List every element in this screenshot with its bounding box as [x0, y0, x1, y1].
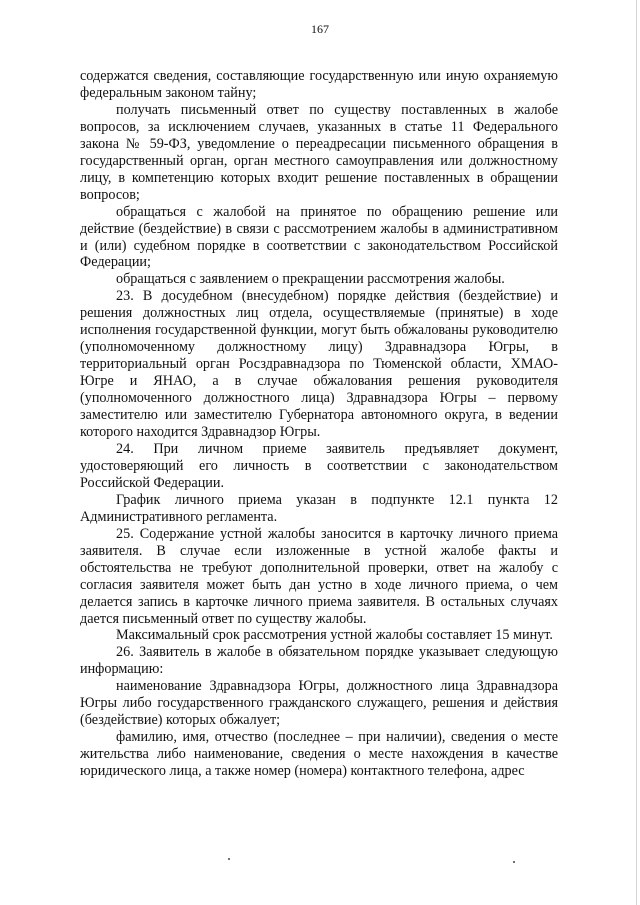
paragraph: 23. В досудебном (внесудебном) порядке действия (бездействие) и решения должностных лиц отдела, осуществляемые (принятые) в ходе исполнения государственной функции, могут быть обжалованы руководителю (уполномоченному должностному лицу) Здравнадзора Югры, в территориальный орган Росздравнадзора по Тюменской области, ХМАО-Югре и ЯНАО, а в случае обжалования решения руководителя (уполномоченного должностного лица) Здравнадзора Югры – первому заместителю или заместителю Губернатора автономного округа, в ведении которого находится Здравнадзор Югры. — [80, 288, 558, 441]
paragraph: наименование Здравнадзора Югры, должностного лица Здравнадзора Югры либо государственного гражданского служащего, решения и действия (бездействие) которых обжалует; — [80, 678, 558, 729]
scan-speck — [228, 858, 230, 860]
paragraph: содержатся сведения, составляющие государственную или иную охраняемую федеральным законом тайну; — [80, 68, 558, 101]
paragraph: обращаться с заявлением о прекращении рассмотрения жалобы. — [116, 271, 505, 288]
paragraph: 26. Заявитель в жалобе в обязательном порядке указывает следующую информацию: — [80, 644, 558, 678]
paragraph: 25. Содержание устной жалобы заносится в карточку личного приема заявителя. В случае если изложенные в устной жалобе факты и обстоятельства не требуют дополнительной проверки, ответ на жалобу с согласия заявителя может быть дан устно в ходе личного приема, о чем делается запись в карточке личного приема заявителя. В остальных случаях дается письменный ответ по существу жалобы. — [80, 525, 558, 627]
page-number: 167 — [311, 22, 329, 36]
document-body — [80, 68, 558, 780]
paragraph: Максимальный срок рассмотрения устной жалобы составляет 15 минут. — [116, 627, 553, 644]
paragraph: получать письменный ответ по существу поставленных в жалобе вопросов, за исключением случаев, указанных в статье 11 Федерального закона № 59-ФЗ, уведомление о переадресации письменного обращения в государственный орган, орган местного самоуправления или должностному лицу, в компетенцию которых входит решение поставленных в обращении вопросов; — [80, 101, 558, 203]
paragraph: 24. При личном приеме заявитель предъявляет документ, удостоверяющий его личность в соответствии с законодательством Российской Федерации. — [80, 440, 558, 491]
paragraph: График личного приема указан в подпункте 12.1 пункта 12 Административного регламента. — [80, 491, 558, 525]
scan-speck — [513, 861, 515, 863]
paragraph: фамилию, имя, отчество (последнее – при наличии), сведения о месте жительства либо наименование, сведения о месте нахождения в качестве юридического лица, а также номер (номера) контактного телефона, адрес — [80, 729, 558, 780]
scan-edge-line — [636, 0, 637, 905]
paragraph: обращаться с жалобой на принятое по обращению решение или действие (бездействие) в связи с рассмотрением жалобы в административном и (или) судебном порядке в соответствии с законодательством Российской Федерации; — [80, 203, 558, 271]
